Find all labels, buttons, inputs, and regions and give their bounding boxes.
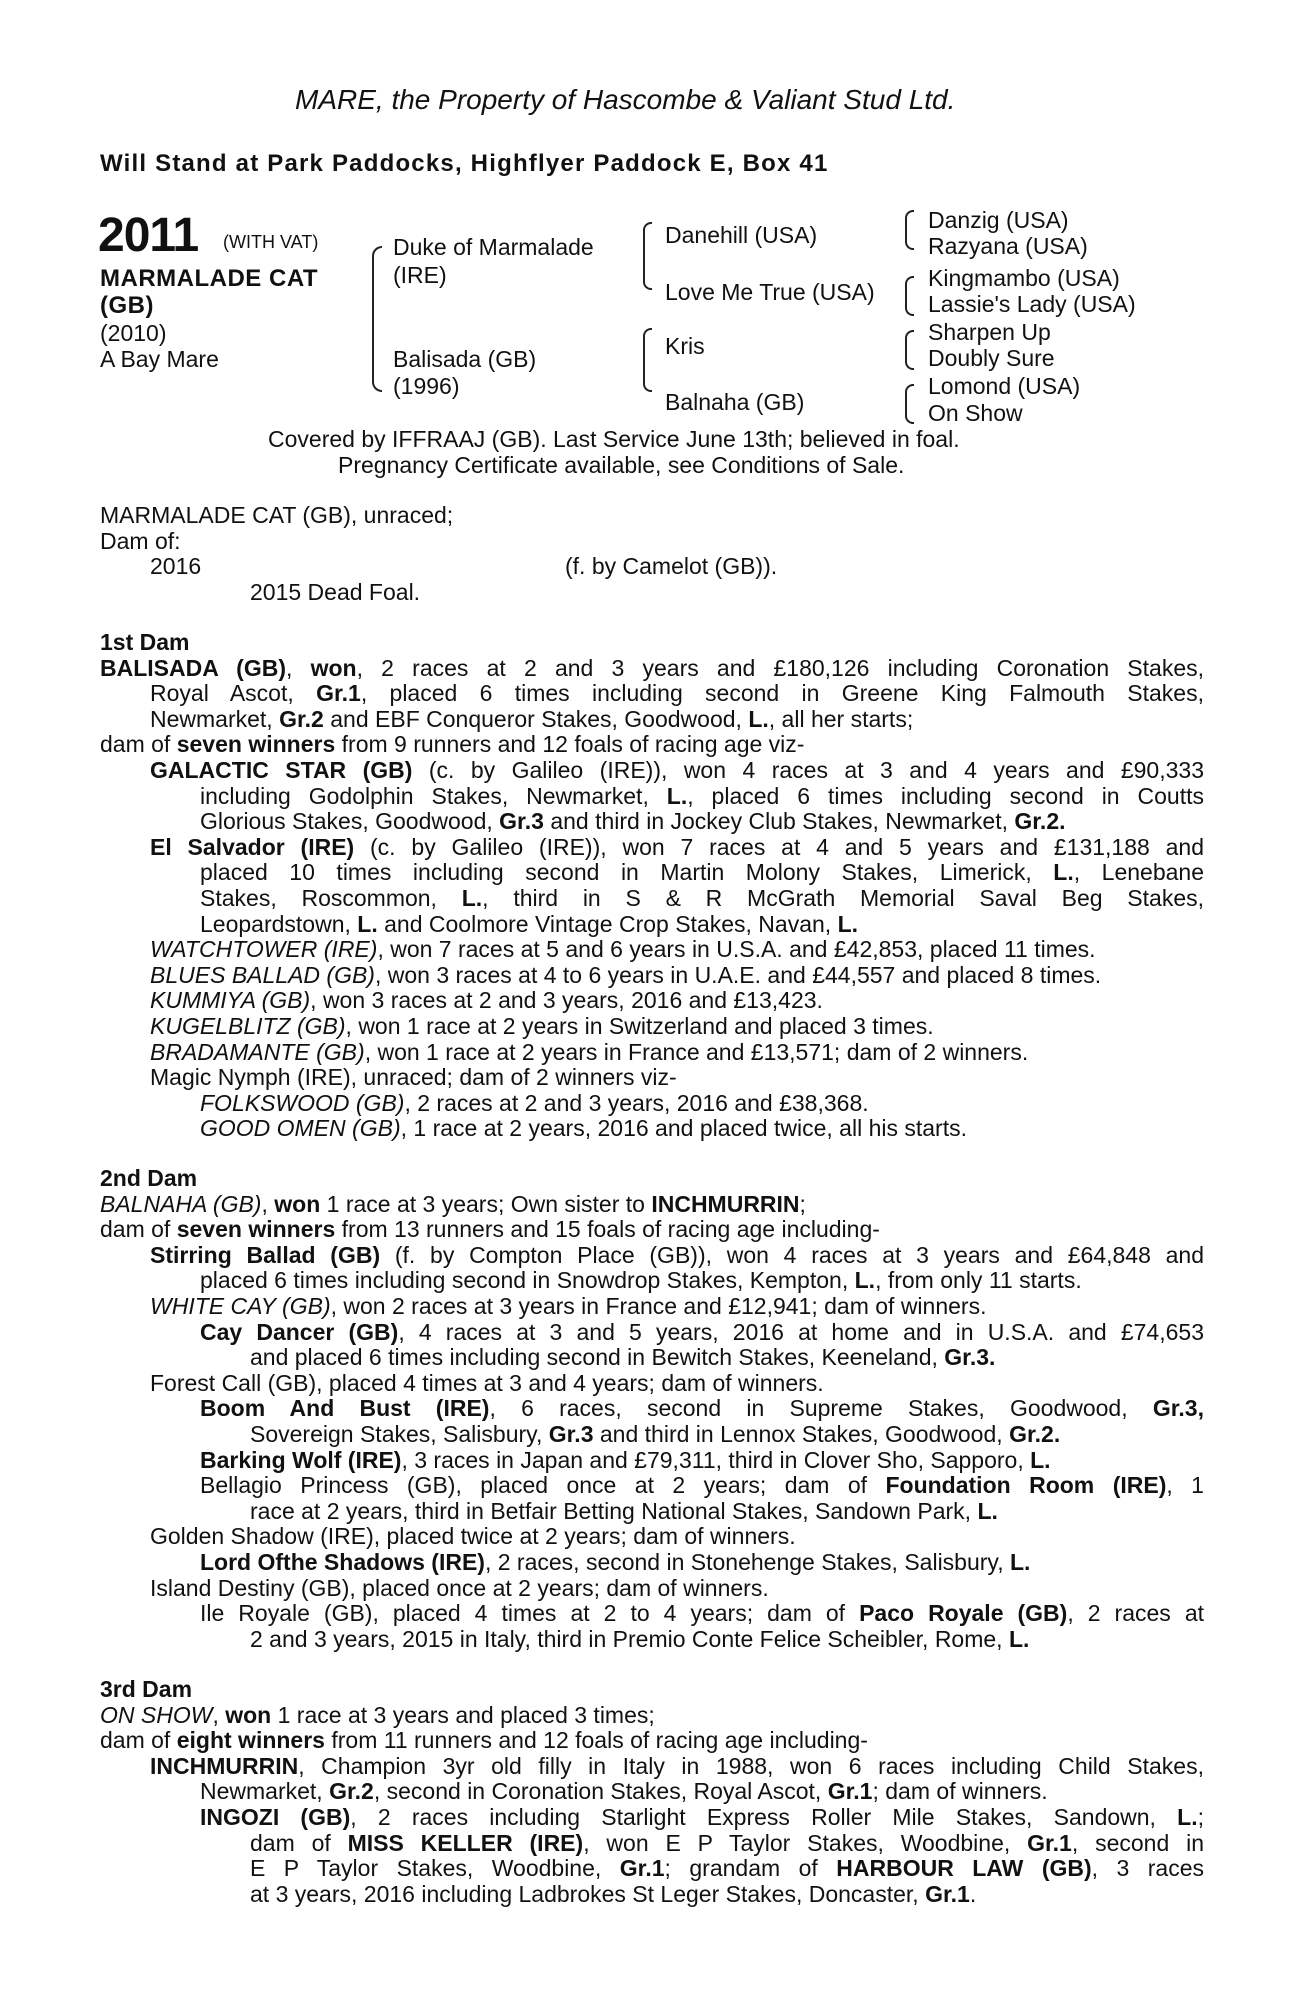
text-fragment: , 2 races at 2 and 3 years, 2016 and £38,368.	[404, 1089, 869, 1116]
text-fragment: (c. by Galileo (IRE)), won 4 races at 3 and 4 years and £90,333	[412, 756, 1204, 783]
foundation-room-name: Foundation Room (IRE)	[885, 1472, 1167, 1499]
paco-royale-name: Paco Royale (GB)	[859, 1600, 1068, 1627]
grade-badge: Gr.2	[329, 1778, 374, 1805]
sire-dam-brace	[372, 246, 382, 392]
listed-badge: L.	[1030, 1446, 1051, 1473]
text-fragment: from 11 runners and 12 foals of racing age including-	[324, 1727, 868, 1754]
text-fragment: Newmarket,	[150, 705, 280, 732]
ped-dds: Lomond (USA)	[928, 373, 1081, 399]
text-fragment: E P Taylor Stakes, Woodbine,	[250, 1855, 620, 1882]
grade-badge: Gr.1	[1027, 1829, 1072, 1856]
text-fragment: , second in Coronation Stakes, Royal Ascot,	[373, 1778, 828, 1805]
catalogue-title: MARE, the Property of Hascombe & Valiant Stud Ltd.	[295, 84, 956, 115]
white-cay-name: WHITE CAY (GB)	[150, 1292, 331, 1319]
text-fragment: at 3 years, 2016 including Ladbrokes St Leger Stakes, Doncaster,	[250, 1880, 926, 1907]
magic-nymph-line: Magic Nymph (IRE), unraced; dam of 2 winners viz-	[150, 1064, 677, 1091]
produce-2016-year: 2016	[150, 553, 202, 579]
island-destiny-line: Island Destiny (GB), placed once at 2 years; dam of winners.	[150, 1574, 769, 1601]
stand-location: Will Stand at Park Paddocks, Highflyer Paddock E, Box 41	[100, 150, 829, 177]
produce-intro: MARMALADE CAT (GB), unraced;	[100, 502, 454, 528]
text-fragment: Bellagio Princess (GB), placed once at 2 years; dam of	[200, 1472, 886, 1499]
text-fragment: dam of	[100, 731, 177, 758]
text-fragment: , won 3 races at 2 and 3 years, 2016 and £13,423.	[310, 987, 823, 1014]
text-fragment: , 2 races, second in Stonehenge Stakes, Salisbury,	[484, 1548, 1010, 1575]
listed-badge: L.	[461, 884, 483, 911]
lot-year: 2011	[98, 209, 199, 262]
text-fragment: placed 6 times including second in Snowdrop Stakes, Kempton,	[200, 1267, 855, 1294]
blues-ballad-name: BLUES BALLAD (GB)	[150, 961, 375, 988]
second-dam-section	[100, 1166, 1204, 1652]
folkswood-name: FOLKSWOOD (GB)	[200, 1089, 405, 1116]
text-fragment: .	[969, 1880, 977, 1907]
first-dam-heading: 1st Dam	[100, 629, 190, 655]
text-fragment: , third in S & R McGrath Memorial Saval Beg Stakes,	[482, 884, 1204, 911]
text-fragment: , won 3 races at 4 to 6 years in U.A.E. and £44,557 and placed 8 times.	[374, 961, 1102, 988]
sire-parents-brace	[643, 222, 652, 290]
sire-name: Duke of Marmalade	[393, 234, 594, 260]
galactic-star-name: GALACTIC STAR (GB)	[150, 756, 413, 783]
text-fragment: , won 1 race at 2 years in France and £13,571; dam of 2 winners.	[364, 1038, 1029, 1065]
grade-badge: Gr.1	[316, 680, 361, 707]
text-fragment: Glorious Stakes, Goodwood,	[200, 808, 500, 835]
text-fragment: dam of	[100, 1216, 177, 1243]
text-fragment: .	[1053, 1420, 1061, 1447]
grade-badge: Gr.3	[1152, 1395, 1198, 1422]
listed-badge: L.	[854, 1267, 876, 1294]
grade-badge: Gr.3	[499, 808, 544, 835]
inchmurrin-name: INCHMURRIN	[651, 1190, 800, 1217]
first-dam-section: 1st Dam BALISADA (GB), won, 2 races at 2 and 3 years and £180,126 including Coronation Stakes, Royal Ascot, Gr.1, placed 6 times including second in Greene King Falmouth Stakes, Newmarket, Gr.2 and EBF Conqueror Stakes, Goodwood, L., all her starts; dam of seven winners from 9 runners and 12 foals of racing age viz- GALACTIC STAR (GB) (c. by Galileo (IRE)), won 4 races at 3 and 4 years and £90,333 including Godolphin Stakes, Newmarket, L., placed 6 times including second in Coutts Glorious Stakes, Goodwood, Gr.3 and third in Jockey Club Stakes, Newmarket, Gr.2. El Salvador (IRE) (c. by Galileo (IRE)), won 7 races at 4 and 5 years and £131,188 and placed 10 times including second in Martin Molony Stakes, Limerick, L., Lenebane Stakes, Roscommon, L., third in S & R McGrath Memorial Saval Beg Stakes, Leopardstown, L. and Coolmore Vintage Crop Stakes, Navan, L. WATCHTOWER (IRE), won 7 races at 5 and 6 years in U.S.A. and £42,853, placed 11 times. BLUES BALLAD (GB), won 3 races at 4 to 6 years in U.A.E. and £44,557 and placed 8 times. KUMMIYA (GB), won 3 races at 2 and 3 years, 2016 and £13,423. KUGELBLITZ (GB), won 1 race at 2 years in Switzerland and placed 3 times. BRADAMANTE (GB), won 1 race at 2 years in France and £13,571; dam of 2 winners. Magic Nymph (IRE), unraced; dam of 2 winners viz- FOLKSWOOD (GB), 2 races at 2 and 3 years, 2016 and £38,368. GOOD OMEN (GB), 1 race at 2 years, 2016 and placed twice, all his starts.	[100, 629, 1205, 1142]
vat-note: (WITH VAT)	[223, 232, 319, 252]
text-fragment: Stakes, Roscommon,	[200, 884, 462, 911]
text-fragment: dam of	[250, 1829, 348, 1856]
ped-sdd: Lassie's Lady (USA)	[928, 291, 1136, 317]
grade-badge: Gr.1	[827, 1778, 873, 1805]
text-fragment: .	[1059, 808, 1066, 835]
text-fragment: ; grandam of	[664, 1855, 837, 1882]
dam-name: Balisada (GB)	[393, 346, 537, 372]
text-fragment: , 6 races, second in Supreme Stakes, Goodwood,	[489, 1395, 1153, 1422]
winners-count: seven winners	[176, 1216, 336, 1243]
text-fragment: Royal Ascot,	[150, 680, 317, 707]
dam-year: (1996)	[393, 373, 460, 399]
listed-badge: L.	[748, 705, 769, 732]
text-fragment: and third in Jockey Club Stakes, Newmarket,	[543, 808, 1015, 835]
text-fragment: , all her starts;	[768, 705, 914, 732]
harbour-law-name: HARBOUR LAW (GB)	[836, 1855, 1092, 1882]
brace-sd	[905, 276, 914, 316]
ped-sds: Kingmambo (USA)	[928, 265, 1120, 291]
ped-dsd: Doubly Sure	[928, 345, 1055, 371]
text-fragment: (c. by Galileo (IRE)), won 7 races at 4 and 5 years and £131,188 and	[354, 833, 1204, 860]
text-fragment: , second in	[1071, 1829, 1204, 1856]
inchmurrin-name: INCHMURRIN	[150, 1752, 299, 1779]
grade-badge: Gr.1	[619, 1855, 665, 1882]
listed-badge: L.	[1010, 1548, 1031, 1575]
bradamante-name: BRADAMANTE (GB)	[150, 1038, 365, 1065]
watchtower-name: WATCHTOWER (IRE)	[150, 936, 378, 963]
text-fragment: Newmarket,	[200, 1778, 330, 1805]
text-fragment: (f. by Compton Place (GB)), won 4 races at 3 years and £64,848 and	[380, 1241, 1204, 1268]
ped-sss: Danzig (USA)	[928, 207, 1069, 233]
dam-dam: Balnaha (GB)	[665, 389, 805, 415]
boom-and-bust-name: Boom And Bust (IRE)	[200, 1395, 490, 1422]
text-fragment: from 9 runners and 12 foals of racing age viz-	[335, 731, 805, 758]
text-fragment: 1 race at 3 years; Own sister to	[320, 1190, 652, 1217]
forest-call-line: Forest Call (GB), placed 4 times at 3 and 4 years; dam of winners.	[150, 1369, 824, 1396]
text-fragment: Ile Royale (GB), placed 4 times at 2 to 4 years; dam of	[200, 1600, 860, 1627]
text-fragment: , 1	[1166, 1472, 1204, 1499]
horse-suffix: (GB)	[100, 292, 154, 319]
text-fragment: , 2 races including Starlight Express Roller Mile Stakes, Sandown,	[350, 1803, 1178, 1830]
text-fragment: , Champion 3yr old filly in Italy in 1988, won 6 races including Child Stakes,	[298, 1752, 1204, 1779]
ped-ddd: On Show	[928, 400, 1023, 426]
horse-description: A Bay Mare	[100, 346, 219, 372]
stirring-ballad-name: Stirring Ballad (GB)	[150, 1241, 381, 1268]
won-text: won	[225, 1701, 272, 1728]
second-dam-heading: 2nd Dam	[100, 1165, 198, 1191]
won-text: won	[310, 654, 357, 681]
listed-badge: L.	[837, 910, 859, 937]
text-fragment: and placed 6 times including second in Bewitch Stakes, Keeneland,	[250, 1344, 945, 1371]
text-fragment: dam of	[100, 1727, 177, 1754]
text-fragment: and third in Lennox Stakes, Goodwood,	[593, 1420, 1010, 1447]
grade-badge: Gr.2	[279, 705, 324, 732]
ped-dss: Sharpen Up	[928, 319, 1051, 345]
on-show-name: ON SHOW	[100, 1701, 213, 1728]
listed-badge: L.	[1008, 1625, 1030, 1652]
horse-name: MARMALADE CAT	[100, 265, 319, 292]
text-fragment: including Godolphin Stakes, Newmarket,	[200, 782, 667, 809]
balnaha-name: BALNAHA (GB)	[100, 1190, 262, 1217]
barking-wolf-name: Barking Wolf (IRE)	[200, 1446, 402, 1473]
listed-badge: L.	[977, 1497, 998, 1524]
brace-dd	[905, 384, 914, 424]
brace-ds	[905, 330, 914, 370]
text-fragment: Sovereign Stakes, Salisbury,	[250, 1420, 549, 1447]
dam-sire: Kris	[665, 333, 705, 359]
text-fragment: ; dam of winners.	[872, 1778, 1048, 1805]
ped-ssd: Razyana (USA)	[928, 233, 1088, 259]
text-fragment: , from only 11 starts.	[875, 1267, 1082, 1294]
sire-origin: (IRE)	[393, 262, 447, 288]
pregnancy-note: Pregnancy Certificate available, see Conditions of Sale.	[338, 452, 905, 478]
kugelblitz-name: KUGELBLITZ (GB)	[150, 1012, 346, 1039]
text-fragment: Leopardstown,	[200, 910, 358, 937]
text-fragment: ,	[1197, 1395, 1204, 1422]
lord-ofthe-shadows-name: Lord Ofthe Shadows (IRE)	[200, 1548, 485, 1575]
cay-dancer-name: Cay Dancer (GB)	[200, 1318, 399, 1345]
el-salvador-name: El Salvador (IRE)	[150, 833, 355, 860]
text-fragment: and EBF Conqueror Stakes, Goodwood,	[323, 705, 749, 732]
text-fragment: , 2 races at	[1067, 1600, 1205, 1627]
ingozi-name: INGOZI (GB)	[200, 1803, 351, 1830]
text-fragment: ;	[1197, 1803, 1204, 1830]
won-text: won	[274, 1190, 321, 1217]
text-fragment: from 13 runners and 15 foals of racing age including-	[335, 1216, 880, 1243]
text-fragment: 1 race at 3 years and placed 3 times;	[271, 1701, 655, 1728]
winners-count: seven winners	[176, 731, 336, 758]
text-fragment: and Coolmore Vintage Crop Stakes, Navan,	[377, 910, 838, 937]
produce-damof: Dam of:	[100, 528, 181, 554]
text-fragment: , won 7 races at 5 and 6 years in U.S.A. and £42,853, placed 11 times.	[377, 936, 1096, 963]
text-fragment: , 3 races	[1091, 1855, 1204, 1882]
balisada-name: BALISADA (GB)	[100, 654, 286, 681]
listed-badge: L.	[1053, 859, 1074, 886]
third-dam-section	[100, 1677, 1204, 1907]
text-fragment: , Lenebane	[1073, 859, 1204, 886]
text-fragment: .	[989, 1344, 996, 1371]
kummiya-name: KUMMIYA (GB)	[150, 987, 311, 1014]
listed-badge: L.	[357, 910, 378, 937]
grade-badge: Gr.3	[548, 1420, 594, 1447]
text-fragment: ,	[261, 1190, 275, 1217]
text-fragment: 2 and 3 years, 2015 in Italy, third in Premio Conte Felice Scheibler, Rome,	[250, 1625, 1009, 1652]
text-fragment: race at 2 years, third in Betfair Betting National Stakes, Sandown Park,	[250, 1497, 978, 1524]
text-fragment: , placed 6 times including second in Greene King Falmouth Stakes,	[360, 680, 1204, 707]
third-dam-heading: 3rd Dam	[100, 1676, 193, 1702]
produce-2016-note: (f. by Camelot (GB)).	[565, 553, 778, 579]
text-fragment: , placed 6 times including second in Coutts	[687, 782, 1204, 809]
grade-badge: Gr.2	[1014, 808, 1060, 835]
text-fragment: , won 2 races at 3 years in France and £12,941; dam of winners.	[330, 1292, 987, 1319]
grade-badge: Gr.1	[925, 1880, 970, 1907]
grade-badge: Gr.2	[1009, 1420, 1054, 1447]
text-fragment: placed 10 times including second in Martin Molony Stakes, Limerick,	[200, 859, 1054, 886]
covered-note: Covered by IFFRAAJ (GB). Last Service June 13th; believed in foal.	[268, 426, 960, 452]
produce-2015: 2015 Dead Foal.	[250, 579, 421, 605]
grade-badge: Gr.3	[944, 1344, 990, 1371]
winners-count: eight winners	[176, 1727, 325, 1754]
text-fragment: ;	[799, 1190, 806, 1217]
text-fragment: , 4 races at 3 and 5 years, 2016 at home and in U.S.A. and £74,653	[398, 1318, 1204, 1345]
text-fragment: , 2 races at 2 and 3 years and £180,126 including Coronation Stakes,	[356, 654, 1205, 681]
golden-shadow-line: Golden Shadow (IRE), placed twice at 2 years; dam of winners.	[150, 1523, 796, 1550]
foaled-year: (2010)	[100, 320, 167, 346]
text-fragment: , won E P Taylor Stakes, Woodbine,	[583, 1829, 1028, 1856]
good-omen-name: GOOD OMEN (GB)	[200, 1115, 401, 1142]
text-fragment: , 1 race at 2 years, 2016 and placed twice, all his starts.	[400, 1115, 967, 1142]
listed-badge: L.	[666, 782, 688, 809]
brace-ss	[905, 210, 914, 250]
text-fragment: ,	[212, 1701, 219, 1728]
text-fragment: , won 1 race at 2 years in Switzerland and placed 3 times.	[345, 1012, 934, 1039]
sire-sire: Danehill (USA)	[665, 222, 818, 248]
miss-keller-name: MISS KELLER (IRE)	[347, 1829, 584, 1856]
dam-parents-brace	[643, 328, 652, 392]
text-fragment: , 3 races in Japan and £79,311, third in Clover Sho, Sapporo,	[401, 1446, 1031, 1473]
sire-dam: Love Me True (USA)	[665, 279, 875, 305]
listed-badge: L.	[1177, 1803, 1198, 1830]
